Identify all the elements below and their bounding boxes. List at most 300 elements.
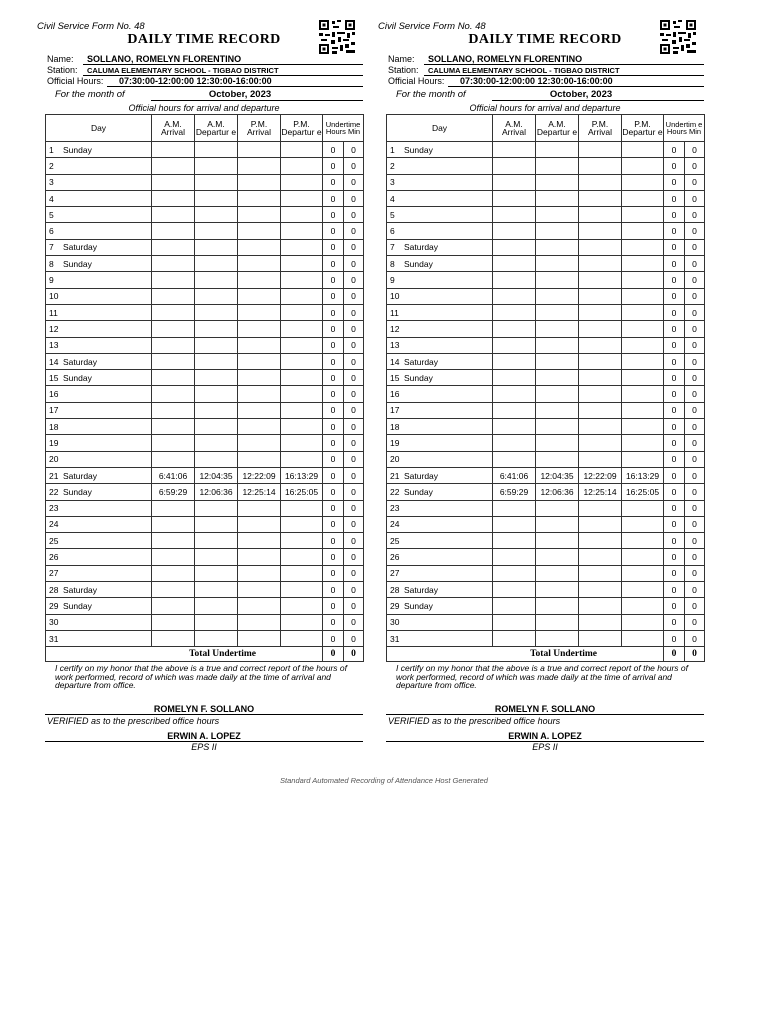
pm-arrival-cell [579,516,622,532]
am-departure-cell [536,353,579,369]
pm-departure-cell [281,190,323,206]
undertime-hours-cell: 0 [664,223,685,239]
day-number: 31 [49,633,59,644]
pm-departure-cell [622,207,664,223]
pm-departure-cell [281,174,323,190]
am-arrival-cell [152,630,195,646]
pm-departure-cell [622,353,664,369]
pm-departure-cell [281,598,323,614]
am-departure-cell [195,533,238,549]
undertime-hours-cell: 0 [664,337,685,353]
undertime-hours-cell: 0 [323,304,344,320]
undertime-hours-cell: 0 [323,435,344,451]
day-cell [46,142,152,158]
am-arrival-cell [152,451,195,467]
pm-departure-cell [622,451,664,467]
total-min: 0 [685,647,705,662]
am-departure-cell [536,582,579,598]
col-am-arrival: A.M. Arrival [493,115,536,142]
day-cell [46,386,152,402]
supervisor-position: EPS II [532,742,558,753]
undertime-hours-cell: 0 [664,207,685,223]
undertime-hours-cell: 0 [664,533,685,549]
col-undertime: Undertime Hours Min [323,115,364,142]
am-departure-cell [536,419,579,435]
official-hours: 07:30:00-12:00:00 12:30:00-16:00:00 [460,76,613,86]
pm-departure-cell [281,370,323,386]
table-row [387,239,705,255]
table-row [46,533,364,549]
day-cell [46,174,152,190]
undertime-hours-cell: 0 [664,549,685,565]
am-departure-cell [195,582,238,598]
am-departure-cell [536,337,579,353]
undertime-hours-cell: 0 [323,353,344,369]
table-row [387,533,705,549]
am-arrival-cell [152,190,195,206]
day-cell [387,321,493,337]
pm-departure-cell [281,256,323,272]
dtr-header [378,18,704,54]
pm-departure-cell: 16:13:29 [622,467,664,483]
day-number: 15 [390,372,400,383]
am-departure-cell [195,304,238,320]
pm-departure-cell [622,386,664,402]
table-row [387,207,705,223]
undertime-hours-cell: 0 [664,516,685,532]
month-value: October, 2023 [208,89,272,100]
pm-arrival-cell [238,174,281,190]
day-cell [387,533,493,549]
table-row [46,630,364,646]
undertime-hours-cell: 0 [664,500,685,516]
undertime-hours-cell: 0 [664,484,685,500]
day-number: 14 [49,356,59,367]
name-label: Name: [47,54,74,64]
table-row [46,321,364,337]
day-number: 17 [390,405,400,416]
day-number: 10 [390,291,400,302]
day-number: 25 [390,535,400,546]
day-number: 27 [390,568,400,579]
day-label: Sunday [404,486,433,497]
undertime-hours-cell: 0 [323,484,344,500]
table-row [46,516,364,532]
am-arrival-cell [152,304,195,320]
pm-departure-cell [281,386,323,402]
day-number: 7 [49,242,54,253]
day-number: 16 [49,389,59,400]
table-row [387,353,705,369]
day-number: 27 [49,568,59,579]
am-arrival-cell [493,158,536,174]
undertime-min-cell: 0 [344,533,364,549]
undertime-hours-cell: 0 [664,419,685,435]
table-row [387,321,705,337]
am-departure-cell [195,207,238,223]
table-row [387,190,705,206]
pm-arrival-cell [579,272,622,288]
col-day: Day [387,115,493,142]
day-cell [387,190,493,206]
pm-arrival-cell: 12:25:14 [579,484,622,500]
am-arrival-cell [493,207,536,223]
pm-departure-cell [622,549,664,565]
day-cell [46,272,152,288]
undertime-min-cell: 0 [685,598,705,614]
certification-text: I certify on my honor that the above is a true and correct report of the hours of work performed, record of which was made daily at the time of arrival and departure from office. [396,663,688,691]
day-cell [387,402,493,418]
pm-arrival-cell [579,337,622,353]
undertime-hours-cell: 0 [664,190,685,206]
undertime-min-cell: 0 [344,142,364,158]
undertime-min-cell: 0 [685,402,705,418]
col-am-departure: A.M. Departur e [536,115,579,142]
day-cell [387,256,493,272]
day-number: 18 [49,421,59,432]
pm-arrival-cell [579,142,622,158]
am-departure-cell [536,256,579,272]
undertime-min-cell: 0 [344,549,364,565]
am-departure-cell [195,142,238,158]
undertime-min-cell: 0 [344,516,364,532]
day-cell [46,500,152,516]
undertime-min-cell: 0 [344,565,364,581]
am-departure-cell: 12:06:36 [195,484,238,500]
pm-departure-cell [281,304,323,320]
day-number: 24 [49,519,59,530]
day-cell [387,516,493,532]
pm-departure-cell [281,630,323,646]
day-number: 3 [49,177,54,188]
day-number: 2 [390,160,395,171]
am-departure-cell [536,142,579,158]
undertime-hours-cell: 0 [323,370,344,386]
dtr-rows [46,142,364,647]
pm-departure-cell [622,272,664,288]
day-label: Sunday [63,600,92,611]
pm-arrival-cell [238,451,281,467]
day-number: 20 [390,454,400,465]
day-number: 23 [390,503,400,514]
table-row [387,484,705,500]
name-row [45,54,363,65]
am-arrival-cell: 6:59:29 [493,484,536,500]
pm-departure-cell [622,402,664,418]
am-arrival-cell [493,190,536,206]
pm-arrival-cell [579,386,622,402]
day-number: 31 [390,633,400,644]
day-number: 11 [49,307,58,318]
undertime-min-cell: 0 [685,239,705,255]
pm-departure-cell [281,223,323,239]
am-departure-cell [195,614,238,630]
day-number: 12 [49,323,59,334]
pm-departure-cell [622,565,664,581]
am-departure-cell [536,516,579,532]
day-number: 3 [390,177,395,188]
station-value: CALUMA ELEMENTARY SCHOOL - TIGBAO DISTRICT [87,66,279,75]
dtr-copy-left [37,18,363,753]
day-label: Saturday [63,242,98,253]
am-departure-cell [195,239,238,255]
undertime-min-cell: 0 [685,630,705,646]
am-departure-cell [536,239,579,255]
pm-departure-cell [281,533,323,549]
pm-arrival-cell [579,549,622,565]
form-number: Civil Service Form No. 48 [378,21,486,32]
day-number: 2 [49,160,54,171]
day-number: 19 [49,437,59,448]
undertime-hours-cell: 0 [323,467,344,483]
month-value: October, 2023 [549,89,613,100]
undertime-hours-cell: 0 [664,451,685,467]
undertime-hours-cell: 0 [664,467,685,483]
table-row [46,272,364,288]
undertime-hours-cell: 0 [323,614,344,630]
undertime-min-cell: 0 [685,419,705,435]
pm-departure-cell [622,419,664,435]
pm-arrival-cell [238,370,281,386]
pm-arrival-cell [579,582,622,598]
day-number: 8 [49,258,54,269]
undertime-hours-cell: 0 [664,321,685,337]
am-departure-cell [536,402,579,418]
day-cell [46,288,152,304]
pm-arrival-cell [579,223,622,239]
verified-text: VERIFIED as to the prescribed office hours [47,716,220,727]
pm-departure-cell [281,419,323,435]
day-cell [46,321,152,337]
undertime-min-cell: 0 [344,598,364,614]
day-cell [46,467,152,483]
am-departure-cell [195,386,238,402]
day-number: 9 [49,275,54,286]
col-undertime: Undertim e Hours Min [664,115,705,142]
pm-departure-cell [281,565,323,581]
day-cell [46,484,152,500]
day-number: 5 [390,209,395,220]
day-number: 30 [390,617,400,628]
pm-arrival-cell [579,304,622,320]
day-cell [46,370,152,386]
undertime-min-cell: 0 [685,256,705,272]
undertime-min-cell: 0 [344,239,364,255]
pm-departure-cell [622,158,664,174]
pm-arrival-cell [579,158,622,174]
pm-arrival-cell [579,419,622,435]
day-cell [387,549,493,565]
am-departure-cell [536,614,579,630]
am-arrival-cell [493,614,536,630]
day-number: 6 [390,226,395,237]
day-number: 13 [49,340,59,351]
day-number: 1 [390,144,395,155]
undertime-hours-cell: 0 [323,549,344,565]
table-row [46,223,364,239]
pm-arrival-cell [238,435,281,451]
day-number: 21 [49,470,59,481]
pm-arrival-cell [238,582,281,598]
pm-arrival-cell [238,239,281,255]
day-number: 22 [390,486,400,497]
day-label: Saturday [404,470,439,481]
pm-departure-cell [622,256,664,272]
day-number: 24 [390,519,400,530]
pm-arrival-cell [579,321,622,337]
undertime-min-cell: 0 [344,190,364,206]
table-row [46,402,364,418]
am-arrival-cell [493,565,536,581]
undertime-hours-cell: 0 [664,142,685,158]
undertime-hours-cell: 0 [664,435,685,451]
station-label: Station: [47,65,78,75]
undertime-hours-cell: 0 [323,256,344,272]
undertime-hours-cell: 0 [664,158,685,174]
pm-departure-cell [622,533,664,549]
employee-name: SOLLANO, ROMELYN FLORENTINO [87,54,242,64]
pm-departure-cell [622,174,664,190]
pm-departure-cell [281,272,323,288]
form-title: DAILY TIME RECORD [468,32,622,47]
table-row [46,337,364,353]
am-departure-cell [195,598,238,614]
am-arrival-cell [152,223,195,239]
day-cell [46,419,152,435]
day-cell [46,435,152,451]
undertime-hours-cell: 0 [323,533,344,549]
day-number: 9 [390,275,395,286]
undertime-hours-cell: 0 [664,386,685,402]
am-arrival-cell [493,337,536,353]
undertime-min-cell: 0 [344,467,364,483]
day-cell [387,353,493,369]
day-number: 21 [390,470,400,481]
day-cell [387,337,493,353]
month-row [386,89,704,101]
pm-departure-cell [622,288,664,304]
day-label: Sunday [404,258,433,269]
table-row [387,598,705,614]
day-cell [46,158,152,174]
am-arrival-cell [152,516,195,532]
am-departure-cell [536,500,579,516]
day-cell [46,533,152,549]
table-row [387,370,705,386]
undertime-min-cell: 0 [685,272,705,288]
undertime-hours-cell: 0 [664,256,685,272]
table-row [46,190,364,206]
pm-arrival-cell [238,386,281,402]
undertime-min-cell: 0 [344,419,364,435]
employee-signature: ROMELYN F. SOLLANO [153,704,255,715]
am-arrival-cell [152,565,195,581]
undertime-hours-cell: 0 [664,272,685,288]
undertime-min-cell: 0 [344,582,364,598]
pm-departure-cell [622,223,664,239]
am-arrival-cell [493,630,536,646]
day-cell [46,337,152,353]
undertime-hours-cell: 0 [323,239,344,255]
pm-departure-cell [622,630,664,646]
undertime-min-cell: 0 [344,256,364,272]
day-cell [46,207,152,223]
day-label: Saturday [63,356,98,367]
day-cell [387,614,493,630]
undertime-min-cell: 0 [344,288,364,304]
qr-code-icon [660,20,696,54]
table-row [46,582,364,598]
am-arrival-cell [152,272,195,288]
undertime-min-cell: 0 [685,304,705,320]
am-departure-cell [195,451,238,467]
day-number: 28 [390,584,400,595]
am-departure-cell [195,402,238,418]
day-cell [387,207,493,223]
undertime-min-cell: 0 [685,614,705,630]
undertime-min-cell: 0 [344,386,364,402]
day-cell [387,582,493,598]
pm-arrival-cell [238,533,281,549]
official-hours: 07:30:00-12:00:00 12:30:00-16:00:00 [119,76,272,86]
undertime-min-cell: 0 [685,467,705,483]
table-row [387,142,705,158]
am-departure-cell [195,565,238,581]
day-number: 29 [49,600,59,611]
undertime-hours-cell: 0 [323,288,344,304]
pm-arrival-cell [579,614,622,630]
undertime-hours-cell: 0 [323,158,344,174]
undertime-hours-cell: 0 [323,223,344,239]
am-departure-cell [195,288,238,304]
pm-departure-cell [281,321,323,337]
undertime-hours-cell: 0 [323,272,344,288]
undertime-min-cell: 0 [685,582,705,598]
day-number: 12 [390,323,400,334]
pm-departure-cell [281,239,323,255]
am-arrival-cell [152,174,195,190]
am-arrival-cell [493,174,536,190]
am-arrival-cell [152,239,195,255]
pm-arrival-cell [238,565,281,581]
table-row [387,256,705,272]
table-row [46,598,364,614]
table-row [387,304,705,320]
undertime-min-cell: 0 [344,451,364,467]
am-departure-cell [536,565,579,581]
undertime-min-cell: 0 [685,288,705,304]
table-row [387,223,705,239]
undertime-min-cell: 0 [685,337,705,353]
pm-arrival-cell [238,288,281,304]
form-number: Civil Service Form No. 48 [37,21,145,32]
day-cell [387,484,493,500]
station-value: CALUMA ELEMENTARY SCHOOL - TIGBAO DISTRICT [428,66,620,75]
pm-departure-cell [622,190,664,206]
table-row [387,158,705,174]
undertime-hours-cell: 0 [323,419,344,435]
am-arrival-cell [152,582,195,598]
table-row [46,500,364,516]
am-arrival-cell [493,288,536,304]
month-label: For the month of [396,89,466,100]
pm-arrival-cell [238,272,281,288]
am-departure-cell [536,533,579,549]
pm-departure-cell [281,142,323,158]
name-label: Name: [388,54,415,64]
undertime-min-cell: 0 [685,484,705,500]
pm-departure-cell [622,500,664,516]
